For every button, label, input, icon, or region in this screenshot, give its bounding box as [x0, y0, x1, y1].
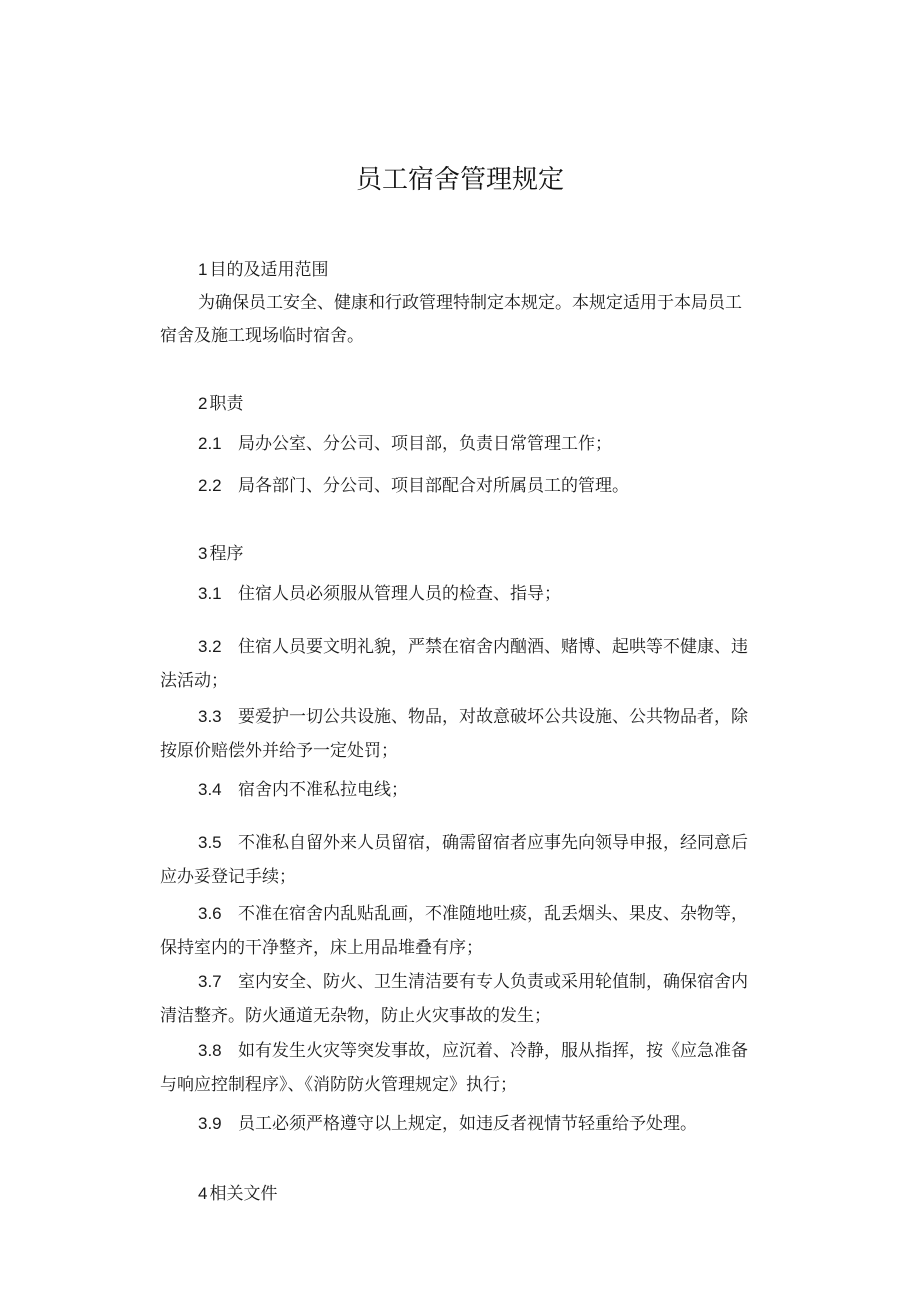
section-heading-text: 职责 [209, 394, 244, 414]
section-number: 1 [198, 260, 208, 279]
section-heading-3 [198, 540, 243, 568]
item-number: 2.2 [198, 476, 222, 495]
list-item [198, 1110, 697, 1138]
item-text: 局各部门、分公司、项目部配合对所属员工的管理。 [238, 476, 629, 496]
item-number: 3.4 [198, 780, 222, 799]
section-heading-4 [198, 1180, 277, 1208]
item-text: 室内安全、防火、卫生清洁要有专人负责或采用轮值制，确保宿舍内 [238, 972, 748, 992]
section-heading-text: 相关文件 [209, 1184, 278, 1204]
item-continuation: 与响应控制程序》、《消防防火管理规定》执行； [160, 1075, 517, 1095]
item-number: 2.1 [198, 434, 222, 453]
item-number: 3.7 [198, 972, 222, 991]
section-heading-text: 程序 [209, 544, 244, 564]
list-item [198, 829, 748, 857]
item-text: 不准私自留外来人员留宿，确需留宿者应事先向领导申报，经同意后 [238, 833, 748, 853]
item-number: 3.3 [198, 707, 222, 726]
item-number: 3.2 [198, 637, 222, 656]
section-heading-text: 目的及适用范围 [209, 260, 329, 280]
item-continuation: 清洁整齐。防火通道无杂物，防止火灾事故的发生； [160, 1006, 551, 1026]
list-item [198, 472, 629, 500]
list-item [198, 633, 748, 661]
paragraph-line: 宿舍及施工现场临时宿舍。 [160, 326, 364, 346]
item-continuation: 保持室内的干净整齐，床上用品堆叠有序； [160, 938, 483, 958]
item-text: 局办公室、分公司、项目部，负责日常管理工作； [238, 434, 612, 454]
list-item [198, 430, 612, 458]
item-number: 3.1 [198, 584, 222, 603]
list-item [198, 580, 561, 608]
item-continuation: 应办妥登记手续； [160, 867, 296, 887]
item-text: 员工必须严格遵守以上规定，如违反者视情节轻重给予处理。 [238, 1114, 697, 1134]
list-item [198, 1037, 748, 1065]
item-number: 3.9 [198, 1114, 222, 1133]
section-number: 3 [198, 544, 208, 563]
list-item [198, 703, 748, 731]
item-text: 住宿人员必须服从管理人员的检查、指导； [238, 584, 561, 604]
document-title: 员工宿舍管理规定 [355, 165, 564, 195]
section-number: 4 [198, 1184, 208, 1203]
item-text: 不准在宿舍内乱贴乱画，不准随地吐痰，乱丢烟头、果皮、杂物等， [238, 904, 748, 924]
list-item [198, 776, 408, 804]
item-text: 住宿人员要文明礼貌，严禁在宿舍内酗酒、赌博、起哄等不健康、违 [238, 637, 748, 657]
section-number: 2 [198, 394, 208, 413]
item-text: 要爱护一切公共设施、物品，对故意破坏公共设施、公共物品者，除 [238, 707, 748, 727]
list-item [198, 900, 748, 928]
section-heading-2 [198, 390, 243, 418]
section-heading-1 [198, 256, 328, 284]
paragraph-line: 为确保员工安全、健康和行政管理特制定本规定。本规定适用于本局员工 [198, 293, 742, 313]
item-number: 3.5 [198, 833, 222, 852]
item-text: 宿舍内不准私拉电线； [238, 780, 408, 800]
item-number: 3.8 [198, 1041, 222, 1060]
item-text: 如有发生火灾等突发事故，应沉着、冷静，服从指挥，按《应急准备 [238, 1041, 748, 1061]
item-continuation: 法活动； [160, 671, 228, 691]
list-item [198, 968, 748, 996]
item-continuation: 按原价赔偿外并给予一定处罚； [160, 741, 398, 761]
item-number: 3.6 [198, 904, 222, 923]
